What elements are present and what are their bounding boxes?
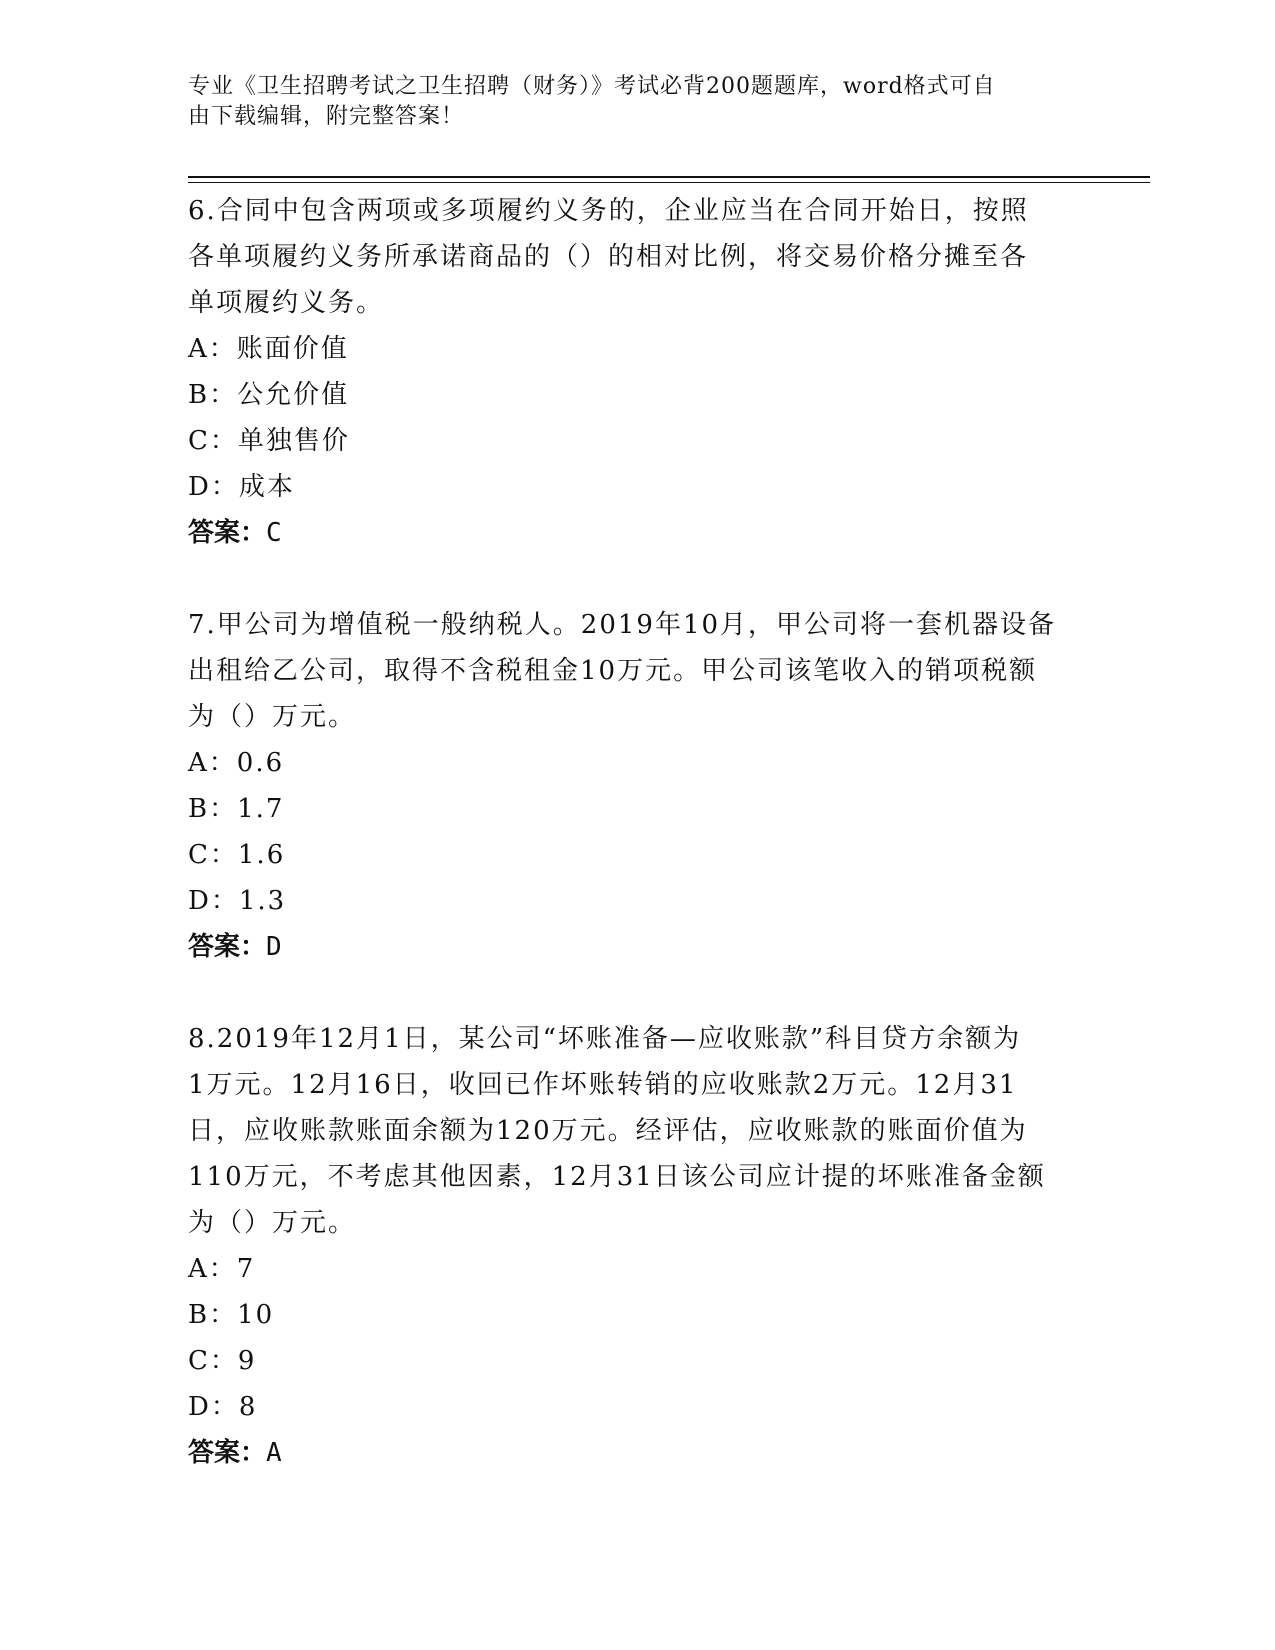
option-c: C：1.6 bbox=[188, 840, 286, 870]
answer-value: D bbox=[266, 932, 282, 962]
option-d: D：成本 bbox=[188, 472, 295, 502]
header-divider-thin bbox=[188, 182, 1150, 183]
option-d: D：8 bbox=[188, 1392, 258, 1422]
question-stem-line: 7.甲公司为增值税一般纳税人。2019年10月，甲公司将一套机器设备 bbox=[188, 610, 1057, 640]
question-stem-line: 1万元。12月16日，收回已作坏账转销的应收账款2万元。12月31 bbox=[188, 1070, 1018, 1100]
option-a: A：7 bbox=[188, 1254, 256, 1284]
answer bbox=[188, 1430, 1088, 1476]
question-stem-line: 各单项履约义务所承诺商品的（）的相对比例，将交易价格分摊至各 bbox=[188, 242, 1029, 272]
answer-label: 答案： bbox=[188, 518, 267, 548]
question-list bbox=[188, 188, 1088, 1476]
option-b: B：1.7 bbox=[188, 794, 285, 824]
header-line-2: 由下载编辑，附完整答案！ bbox=[188, 104, 465, 129]
option-a: A：账面价值 bbox=[188, 334, 349, 364]
question-stem-line: 110万元，不考虑其他因素，12月31日该公司应计提的坏账准备金额 bbox=[188, 1162, 1046, 1192]
answer-value: A bbox=[266, 1438, 282, 1468]
option-c: C：9 bbox=[188, 1346, 257, 1376]
option-c: C：单独售价 bbox=[188, 426, 350, 456]
answer-value: C bbox=[266, 518, 282, 548]
answer-label: 答案： bbox=[188, 932, 267, 962]
option-b: B：10 bbox=[188, 1300, 275, 1330]
question-8 bbox=[188, 1016, 1088, 1476]
header-divider-thick bbox=[188, 176, 1150, 178]
answer bbox=[188, 924, 1088, 970]
question-stem-line: 为（）万元。 bbox=[188, 1208, 357, 1238]
question-stem-line: 出租给乙公司，取得不含税租金10万元。甲公司该笔收入的销项税额 bbox=[188, 656, 1038, 686]
document-header bbox=[188, 72, 1078, 132]
question-stem-line: 单项履约义务。 bbox=[188, 288, 385, 318]
question-stem-line: 为（）万元。 bbox=[188, 702, 357, 732]
question-stem-line: 日，应收账款账面余额为120万元。经评估，应收账款的账面价值为 bbox=[188, 1116, 1028, 1146]
question-6 bbox=[188, 188, 1088, 556]
question-stem-line: 8.2019年12月1日，某公司“坏账准备—应收账款”科目贷方余额为 bbox=[188, 1024, 1022, 1054]
question-stem-line: 6.合同中包含两项或多项履约义务的，企业应当在合同开始日，按照 bbox=[188, 196, 1029, 226]
answer bbox=[188, 510, 1088, 556]
option-b: B：公允价值 bbox=[188, 380, 350, 410]
question-7 bbox=[188, 602, 1088, 970]
option-d: D：1.3 bbox=[188, 886, 287, 916]
answer-label: 答案： bbox=[188, 1438, 267, 1468]
option-a: A：0.6 bbox=[188, 748, 285, 778]
header-line-1: 专业《卫生招聘考试之卫生招聘（财务）》考试必背200题题库，word格式可自 bbox=[188, 74, 996, 99]
